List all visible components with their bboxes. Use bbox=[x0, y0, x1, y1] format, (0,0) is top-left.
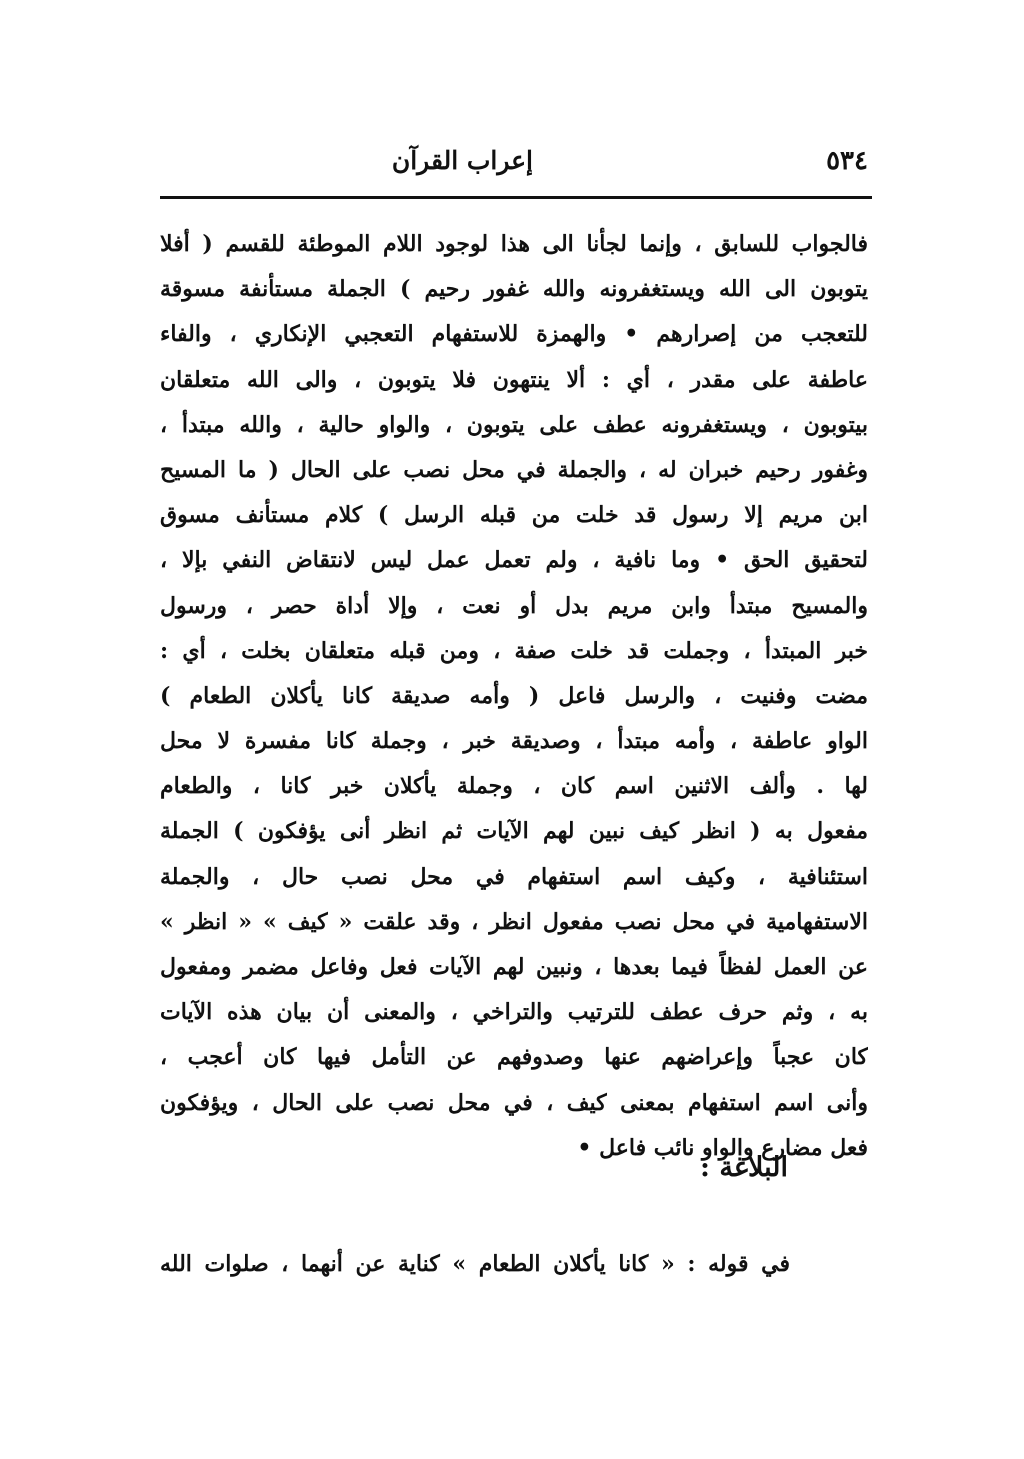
text-line: وأنى اسم استفهام بمعنى كيف ، في محل نصب على الحال ، ويؤفكون bbox=[160, 1089, 868, 1116]
text-line: بيتوبون ، ويستغفرونه عطف على يتوبون ، والواو حالية ، والله مبتدأ ، bbox=[160, 411, 868, 438]
text-line: والمسيح مبتدأ وابن مريم بدل أو نعت ، وإلا أداة حصر ، ورسول bbox=[160, 592, 868, 619]
text-line: فعل مضارع والواو نائب فاعل • bbox=[577, 1134, 868, 1161]
text-line: وغفور رحيم خبران له ، والجملة في محل نصب على الحال ( ما المسيح bbox=[160, 456, 868, 483]
text-line: خبر المبتدأ ، وجملت قد خلت صفة ، ومن قبله متعلقان بخلت ، أي : bbox=[160, 637, 868, 664]
text-line: للتعجب من إصرارهم • والهمزة للاستفهام التعجبي الإنكاري ، والفاء bbox=[160, 321, 868, 348]
text-line: كان عجباً وإعراضهم عنها وصدوفهم عن التأمل فيها كان أعجب ، bbox=[160, 1044, 868, 1071]
text-line: استئنافية ، وكيف اسم استفهام في محل نصب حال ، والجملة bbox=[160, 863, 868, 890]
section-heading: البلاغة : bbox=[700, 1152, 788, 1183]
section-text: في قوله : « كانا يأكلان الطعام » كناية عن أنهما ، صلوات الله bbox=[160, 1251, 790, 1277]
text-line: لتحقيق الحق • وما نافية ، ولم تعمل عمل ليس لانتقاض النفي بإلا ، bbox=[160, 547, 868, 574]
text-line: عن العمل لفظاً فيما بعدها ، ونبين لهم الآيات فعل وفاعل مضمر ومفعول bbox=[160, 954, 868, 980]
page-header bbox=[160, 146, 868, 186]
text-line: يتوبون الى الله ويستغفرونه والله غفور رحيم ) الجملة مستأنفة مسوقة bbox=[160, 276, 868, 303]
body-text bbox=[160, 222, 868, 1171]
text-line: الاستفهامية في محل نصب مفعول انظر ، وقد علقت « كيف » « انظر » bbox=[160, 908, 868, 935]
text-line: به ، وثم حرف عطف للترتيب والتراخي ، والمعنى أن بيان هذه الآيات bbox=[160, 999, 868, 1026]
text-line: الواو عاطفة ، وأمه مبتدأ ، وصديقة خبر ، وجملة كانا مفسرة لا محل bbox=[160, 728, 868, 755]
text-line: فالجواب للسابق ، وإنما لجأنا الى هذا لوجود اللام الموطئة للقسم ( أفلا bbox=[160, 231, 868, 257]
page-number: ٥٣٤ bbox=[826, 146, 868, 176]
text-line: لها . وألف الاثنين اسم كان ، وجملة يأكلان خبر كانا ، والطعام bbox=[160, 773, 868, 800]
running-title: إعراب القرآن bbox=[391, 146, 533, 175]
text-line: مضت وفنيت ، والرسل فاعل ( وأمه صديقة كانا يأكلان الطعام ) bbox=[160, 682, 868, 709]
header-rule bbox=[160, 196, 872, 199]
text-line: عاطفة على مقدر ، أي : ألا ينتهون فلا يتوبون ، والى الله متعلقان bbox=[160, 366, 868, 393]
text-line: مفعول به ( انظر كيف نبين لهم الآيات ثم انظر أنى يؤفكون ) الجملة bbox=[160, 818, 868, 845]
text-line: ابن مريم إلا رسول قد خلت من قبله الرسل ) كلام مستأنف مسوق bbox=[160, 502, 868, 529]
